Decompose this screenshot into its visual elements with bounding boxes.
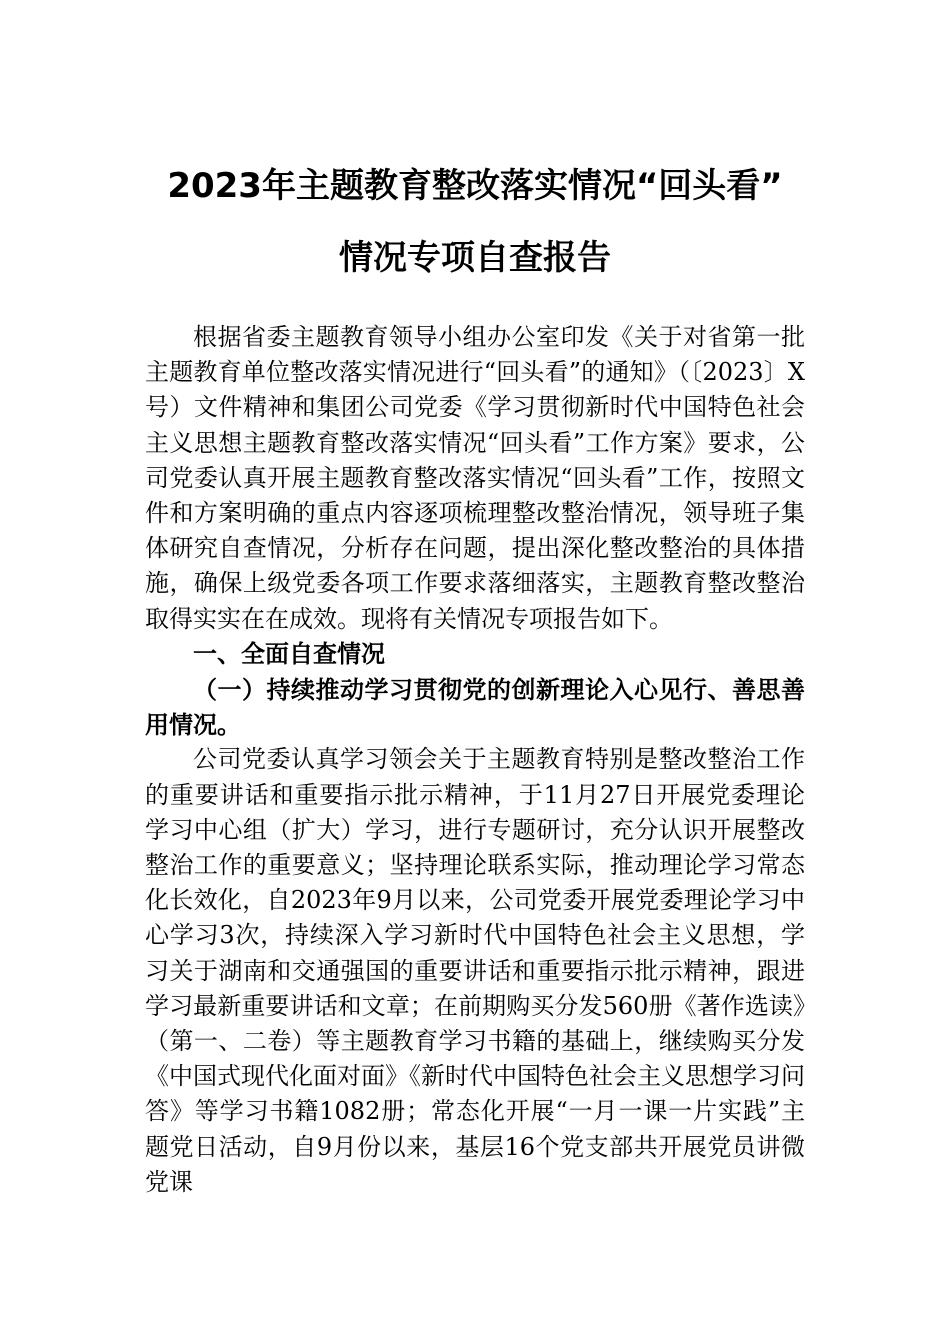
title-line-1: 2023年主题教育整改落实情况“回头看” [167, 166, 783, 206]
title-spacer [145, 294, 805, 320]
title-line-2: 情况专项自查报告 [339, 238, 611, 278]
document-title [115, 150, 835, 294]
document-page [145, 150, 805, 1200]
intro-paragraph: 根据省委主题教育领导小组办公室印发《关于对省第一批主题教育单位整改落实情况进行“回头看”的通知》（〔2023〕X号）文件精神和集团公司党委《学习贯彻新时代中国特色社会主义思想主题教育整改落实情况“回头看”工作方案》要求，公司党委认真开展主题教育整改落实情况“回头看”工作，按照文件和方案明确的重点内容逐项梳理整改整治情况，领导班子集体研究自查情况，分析存在问题，提出深化整改整治的具体措施，确保上级党委各项工作要求落细落实，主题教育整改整治取得实实在在成效。现将有关情况专项报告如下。 [145, 323, 805, 633]
section-heading-1: 一、全面自查情况 [193, 639, 385, 668]
body-paragraph: 公司党委认真学习领会关于主题教育特别是整改整治工作的重要讲话和重要指示批示精神，于11月27日开展党委理论学习中心组（扩大）学习，进行专题研讨，充分认识开展整改整治工作的重要意义；坚持理论联系实际，推动理论学习常态化长效化，自2023年9月以来，公司党委开展党委理论学习中心学习3次，持续深入学习新时代中国特色社会主义思想，学习关于湖南和交通强国的重要讲话和重要指示批示精神，跟进学习最新重要讲话和文章；在前期购买分发560册《著作选读》（第一、二卷）等主题教育学习书籍的基础上，继续购买分发《中国式现代化面对面》《新时代中国特色社会主义思想学习问答》等学习书籍1082册；常态化开展“一月一课一片实践”主题党日活动，自9月份以来，基层16个党支部共开展党员讲微党课 [145, 745, 805, 1196]
subsection-heading-1: （一）持续推动学习贯彻党的创新理论入心见行、善思善用情况。 [145, 675, 805, 740]
